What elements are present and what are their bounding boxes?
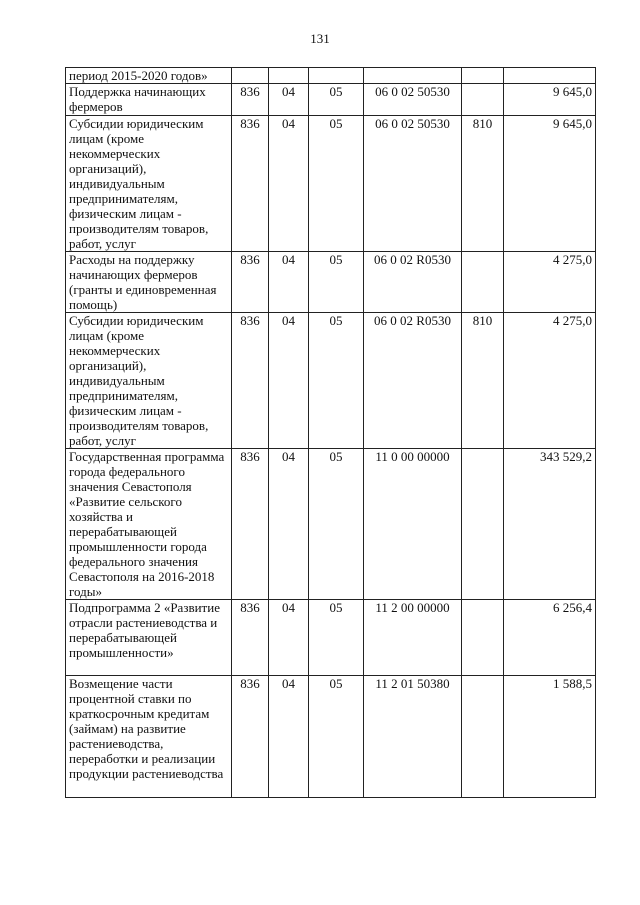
target-article: 11 2 00 00000 <box>364 600 462 676</box>
subsection-code <box>309 68 364 84</box>
target-article <box>364 68 462 84</box>
table-row <box>66 676 596 798</box>
row-name: Субсидии юридическим лицам (кроме некоммерческих организаций), индивидуальным предпринимателям, физическим лицам - производителям товаров, работ, услуг <box>66 313 232 449</box>
row-name: Возмещение части процентной ставки по краткосрочным кредитам (займам) на развитие растениеводства, переработки и реализации продукции растениеводства <box>66 676 232 798</box>
amount: 9 645,0 <box>504 84 596 116</box>
ministry-code: 836 <box>232 676 269 798</box>
row-name: период 2015-2020 годов» <box>66 68 232 84</box>
expense-type <box>462 84 504 116</box>
target-article: 06 0 02 50530 <box>364 116 462 252</box>
expense-type <box>462 600 504 676</box>
table-row <box>66 600 596 676</box>
ministry-code: 836 <box>232 313 269 449</box>
amount: 343 529,2 <box>504 449 596 600</box>
subsection-code: 05 <box>309 84 364 116</box>
section-code: 04 <box>269 84 309 116</box>
target-article: 11 2 01 50380 <box>364 676 462 798</box>
table-row <box>66 116 596 252</box>
subsection-code: 05 <box>309 449 364 600</box>
row-name: Поддержка начинающих фермеров <box>66 84 232 116</box>
subsection-code: 05 <box>309 676 364 798</box>
subsection-code: 05 <box>309 116 364 252</box>
section-code: 04 <box>269 116 309 252</box>
ministry-code <box>232 68 269 84</box>
target-article: 11 0 00 00000 <box>364 449 462 600</box>
expense-type <box>462 252 504 313</box>
expense-type <box>462 68 504 84</box>
target-article: 06 0 02 R0530 <box>364 313 462 449</box>
row-name: Расходы на поддержку начинающих фермеров (гранты и единовременная помощь) <box>66 252 232 313</box>
row-name: Подпрограмма 2 «Развитие отрасли растениеводства и перерабатывающей промышленности» <box>66 600 232 676</box>
section-code: 04 <box>269 676 309 798</box>
budget-table-body <box>66 68 596 798</box>
table-row <box>66 252 596 313</box>
amount: 6 256,4 <box>504 600 596 676</box>
expense-type: 810 <box>462 116 504 252</box>
section-code: 04 <box>269 449 309 600</box>
table-row <box>66 68 596 84</box>
ministry-code: 836 <box>232 449 269 600</box>
ministry-code: 836 <box>232 600 269 676</box>
row-name: Государственная программа города федерального значения Севастополя «Развитие сельского хозяйства и перерабатывающей промышленности города федерального значения Севастополя на 2016-2018 годы» <box>66 449 232 600</box>
table-row <box>66 449 596 600</box>
section-code: 04 <box>269 600 309 676</box>
ministry-code: 836 <box>232 252 269 313</box>
section-code <box>269 68 309 84</box>
table-row <box>66 84 596 116</box>
ministry-code: 836 <box>232 84 269 116</box>
page-number: 131 <box>310 31 330 46</box>
expense-type <box>462 449 504 600</box>
amount: 9 645,0 <box>504 116 596 252</box>
expense-type <box>462 676 504 798</box>
amount: 1 588,5 <box>504 676 596 798</box>
expense-type: 810 <box>462 313 504 449</box>
target-article: 06 0 02 50530 <box>364 84 462 116</box>
section-code: 04 <box>269 252 309 313</box>
target-article: 06 0 02 R0530 <box>364 252 462 313</box>
subsection-code: 05 <box>309 252 364 313</box>
ministry-code: 836 <box>232 116 269 252</box>
row-name: Субсидии юридическим лицам (кроме некоммерческих организаций), индивидуальным предпринимателям, физическим лицам - производителям товаров, работ, услуг <box>66 116 232 252</box>
amount: 4 275,0 <box>504 252 596 313</box>
budget-table <box>65 67 596 798</box>
section-code: 04 <box>269 313 309 449</box>
amount <box>504 68 596 84</box>
subsection-code: 05 <box>309 600 364 676</box>
amount: 4 275,0 <box>504 313 596 449</box>
table-row <box>66 313 596 449</box>
subsection-code: 05 <box>309 313 364 449</box>
